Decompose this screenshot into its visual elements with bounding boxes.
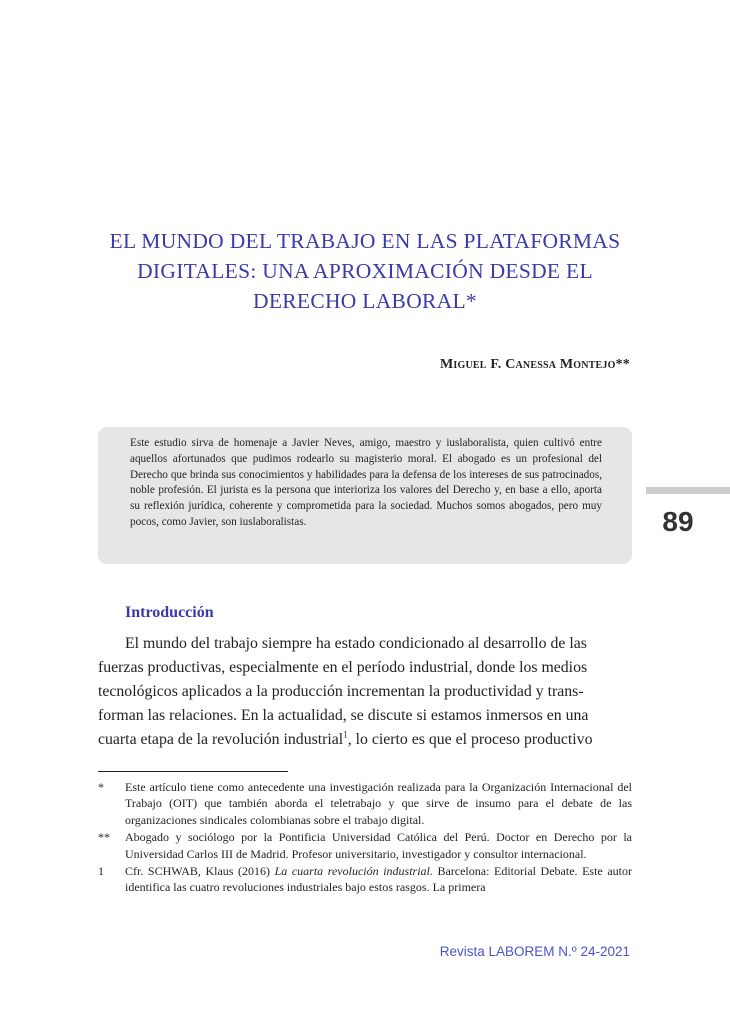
title-line: DIGITALES: UNA APROXIMACIÓN DESDE EL [137, 259, 593, 283]
page-tab-bar [646, 487, 730, 494]
footnote [98, 863, 632, 896]
footnote-text-post: Barcelona: Editorial Debate. Este autor identifica las cuatro revoluciones industriales bajo estos rasgos. La primera [125, 864, 632, 895]
body-line-tail: , lo cierto es que el proceso productivo [347, 731, 593, 748]
footnote [98, 779, 632, 828]
footnote-text-pre: Cfr. SCHWAB, Klaus (2016) [125, 864, 275, 879]
body-line: El mundo del trabajo siempre ha estado condicionado al desarrollo de las [125, 635, 587, 652]
footnote-mark: 1 [98, 864, 104, 879]
footnote-ref[interactable]: 1 [343, 729, 348, 740]
article-title [90, 226, 640, 316]
body-line: forman las relaciones. En la actualidad, se discute si estamos inmersos en una [98, 707, 589, 724]
footnote-mark: ** [98, 830, 110, 845]
body-paragraph [98, 632, 632, 752]
body-line-last [98, 728, 632, 752]
title-line: EL MUNDO DEL TRABAJO EN LAS PLATAFORMAS [109, 229, 621, 253]
footnote-mark: * [98, 780, 104, 794]
page-number: 89 [662, 506, 694, 537]
footnote-separator [98, 771, 288, 772]
journal-footer: Revista LABOREM N.º 24-2021 [439, 944, 630, 959]
body-line-text: cuarta etapa de la revolución industrial [98, 731, 344, 748]
footnote-text: Abogado y sociólogo por la Pontificia Universidad Católica del Perú. Doctor en Derecho por la Universidad Carlos III de Madrid. Profesor universitario, investigador y consultor internacional. [125, 830, 632, 861]
section-heading: Introducción [125, 604, 214, 621]
author-name: Miguel F. Canessa Montejo** [439, 357, 630, 372]
epigraph-text: Este estudio sirva de homenaje a Javier Neves, amigo, maestro y iuslaboralista, quien cultivó entre aquellos afortunados que pudimos rodearlo su magisterio moral. El abogado es un profesional del Derecho que brinda sus conocimientos y habilidades para la defensa de los intereses de sus patrocinados, noble profesión. El jurista es la persona que interioriza los valores del Derecho y, en base a ello, aporta su reflexión jurídica, coherente y comprometida para la sociedad. Muchos somos abogados, pero muy pocos, como Javier, son iuslaboralistas. [130, 437, 602, 528]
footnote-book-title: La cuarta revolución industrial. [274, 864, 433, 879]
footnote-text: Este artículo tiene como antecedente una investigación realizada para la Organización Internacional del Trabajo (OIT) que también aborda el teletrabajo y que sirve de insumo para el debate de las organizaciones sindicales colombianas sobre el trabajo digital. [125, 780, 632, 827]
footnotes [98, 779, 632, 897]
body-line: fuerzas productivas, especialmente en el período industrial, donde los medios [98, 659, 588, 676]
title-line: DERECHO LABORAL* [253, 289, 477, 313]
epigraph-box [98, 427, 632, 564]
body-line: tecnológicos aplicados a la producción incrementan la productividad y trans- [98, 683, 584, 700]
footnote [98, 829, 632, 862]
